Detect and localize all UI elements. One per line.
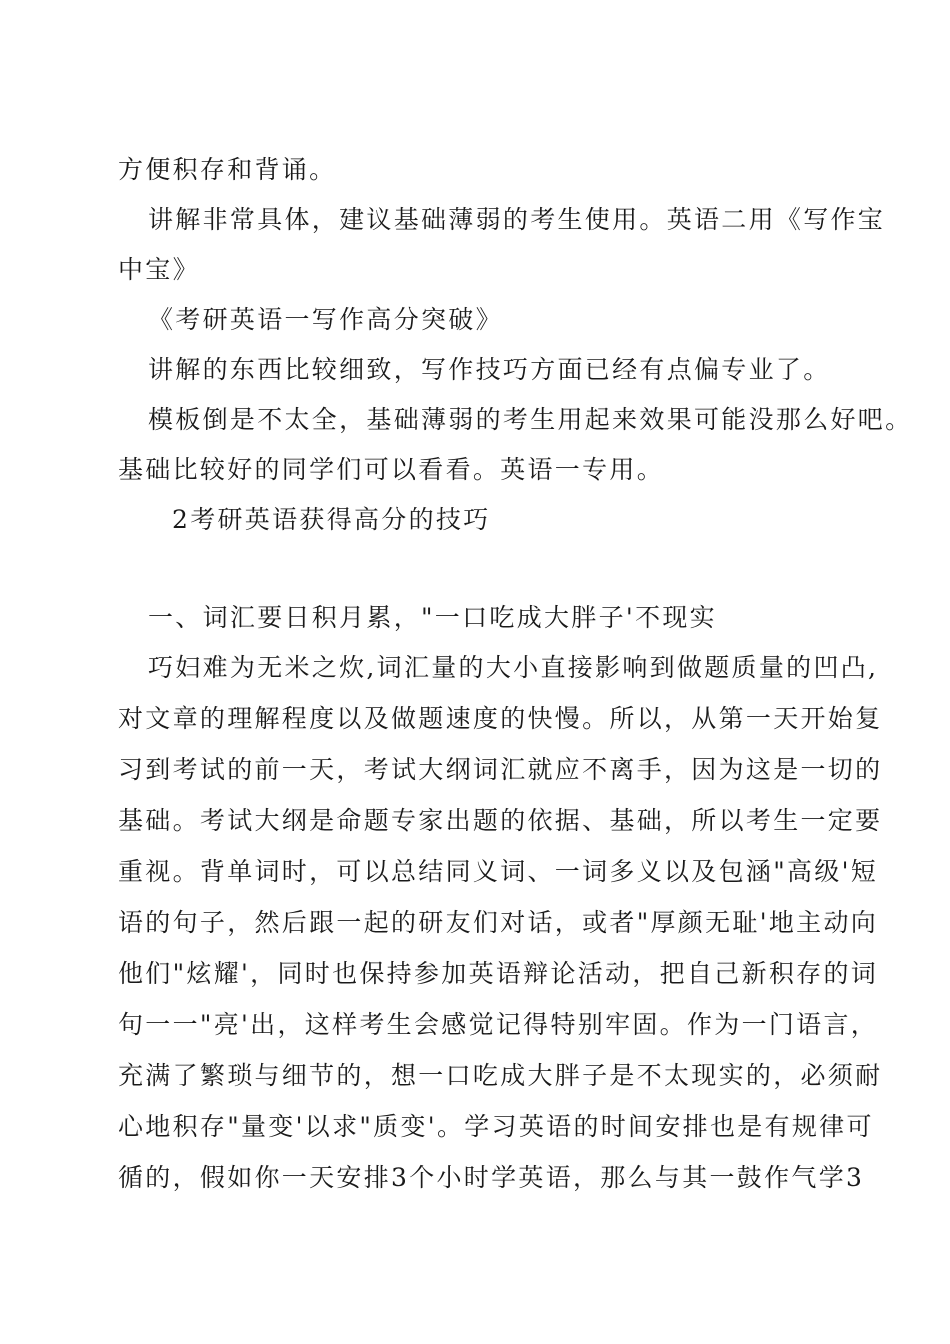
text-line: 循的，假如你一天安排3个小时学英语，那么与其一鼓作气学3	[118, 1163, 865, 1192]
text-line: 讲解非常具体，建议基础薄弱的考生使用。英语二用《写作宝	[148, 205, 886, 234]
subsection-heading: 一、词汇要日积月累，"一口吃成大胖子'不现实	[148, 603, 717, 632]
text-line: 重视。背单词时，可以总结同义词、一词多义以及包涵"高级'短	[118, 857, 879, 886]
text-line: 句一一"亮'出，这样考生会感觉记得特别牢固。作为一门语言，	[118, 1010, 879, 1039]
text-line: 习到考试的前一天，考试大纲词汇就应不离手，因为这是一切的	[118, 755, 883, 784]
text-line: 他们"炫耀'，同时也保持参加英语辩论活动，把自己新积存的词	[118, 959, 879, 988]
text-line: 方便积存和背诵。	[118, 155, 337, 184]
text-line: 巧妇难为无米之炊,词汇量的大小直接影响到做题质量的凹凸,	[148, 653, 879, 682]
section-heading: 2考研英语获得高分的技巧	[172, 505, 491, 534]
text-line: 基础。考试大纲是命题专家出题的依据、基础，所以考生一定要	[118, 806, 883, 835]
section-title: 《考研英语一写作高分突破》	[148, 305, 503, 334]
text-line: 对文章的理解程度以及做题速度的快慢。所以，从第一天开始复	[118, 704, 883, 733]
text-line: 模板倒是不太全，基础薄弱的考生用起来效果可能没那么好吧。	[148, 405, 913, 434]
text-line: 基础比较好的同学们可以看看。英语一专用。	[118, 455, 665, 484]
text-line: 心地积存"量变'以求"质变'。学习英语的时间安排也是有规律可	[118, 1112, 874, 1141]
text-line: 充满了繁琐与细节的，想一口吃成大胖子是不太现实的，必须耐	[118, 1061, 883, 1090]
text-line: 语的句子，然后跟一起的研友们对话，或者"厚颜无耻'地主动向	[118, 908, 879, 937]
text-line: 讲解的东西比较细致，写作技巧方面已经有点偏专业了。	[148, 355, 831, 384]
text-line: 中宝》	[118, 255, 200, 284]
